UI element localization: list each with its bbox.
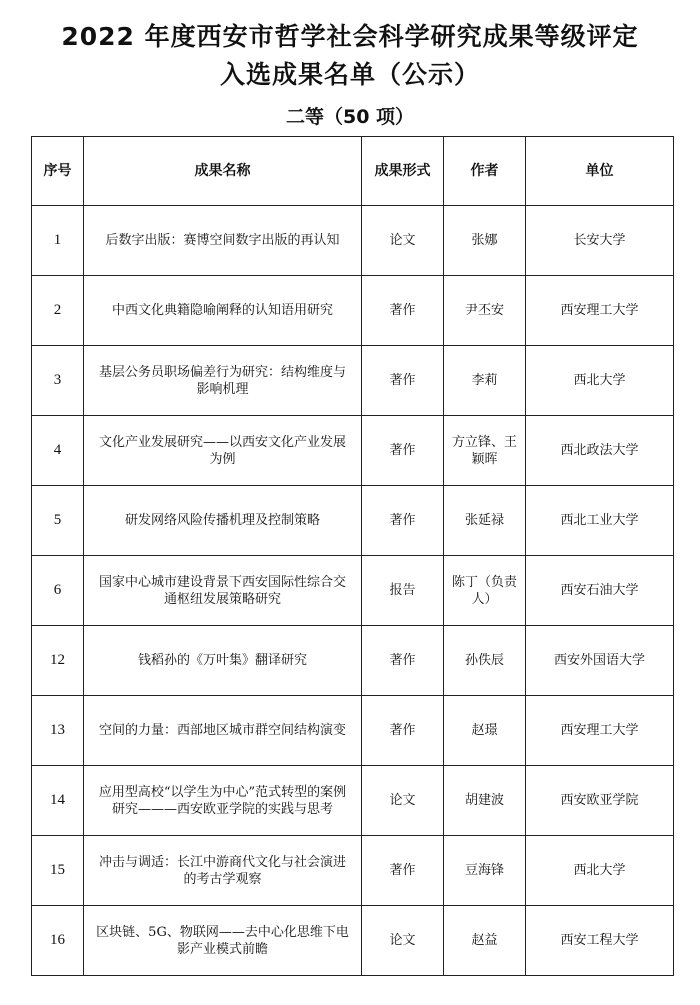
unit-cell: 西北大学 — [526, 836, 674, 906]
document-subtitle: 二等（50 项） — [285, 106, 415, 128]
serial-cell: 5 — [32, 486, 84, 556]
header-serial: 序号 — [32, 137, 84, 206]
form-cell: 著作 — [362, 276, 444, 346]
serial-cell: 6 — [32, 556, 84, 626]
author-cell: 李莉 — [444, 346, 526, 416]
unit-cell: 西安理工大学 — [526, 696, 674, 766]
author-cell: 方立锋、王颖晖 — [444, 416, 526, 486]
document-title-line1: 2022 年度西安市哲学社会科学研究成果等级评定 — [61, 22, 639, 51]
author-cell: 张延禄 — [444, 486, 526, 556]
title-cell: 空间的力量：西部地区城市群空间结构演变 — [84, 696, 362, 766]
title-cell: 应用型高校“以学生为中心”范式转型的案例研究———西安欧亚学院的实践与思考 — [84, 766, 362, 836]
unit-cell: 西安欧亚学院 — [526, 766, 674, 836]
unit-cell: 西安工程大学 — [526, 906, 674, 976]
title-cell: 国家中心城市建设背景下西安国际性综合交通枢纽发展策略研究 — [84, 556, 362, 626]
title-cell: 冲击与调适：长江中游商代文化与社会演进的考古学观察 — [84, 836, 362, 906]
author-cell: 豆海锋 — [444, 836, 526, 906]
unit-cell: 长安大学 — [526, 206, 674, 276]
table-row — [32, 276, 674, 346]
unit-cell: 西北大学 — [526, 346, 674, 416]
document-title-line2: 入选成果名单（公示） — [219, 60, 480, 89]
title-cell: 研发网络风险传播机理及控制策略 — [84, 486, 362, 556]
table-row — [32, 416, 674, 486]
table-row — [32, 346, 674, 416]
form-cell: 论文 — [362, 766, 444, 836]
title-cell: 区块链、5G、物联网——去中心化思维下电影产业模式前瞻 — [84, 906, 362, 976]
serial-cell: 14 — [32, 766, 84, 836]
form-cell: 著作 — [362, 836, 444, 906]
serial-cell: 12 — [32, 626, 84, 696]
table-row — [32, 556, 674, 626]
author-cell: 尹丕安 — [444, 276, 526, 346]
table-row — [32, 206, 674, 276]
title-cell: 基层公务员职场偏差行为研究：结构维度与影响机理 — [84, 346, 362, 416]
author-cell: 张娜 — [444, 206, 526, 276]
header-form: 成果形式 — [362, 137, 444, 206]
table-row — [32, 626, 674, 696]
serial-cell: 16 — [32, 906, 84, 976]
table-row — [32, 696, 674, 766]
title-cell: 中西文化典籍隐喻阐释的认知语用研究 — [84, 276, 362, 346]
header-author: 作者 — [444, 137, 526, 206]
serial-cell: 13 — [32, 696, 84, 766]
form-cell: 著作 — [362, 696, 444, 766]
serial-cell: 2 — [32, 276, 84, 346]
title-cell: 钱稻孙的《万叶集》翻译研究 — [84, 626, 362, 696]
unit-cell: 西安外国语大学 — [526, 626, 674, 696]
table-header-row — [32, 137, 674, 206]
serial-cell: 4 — [32, 416, 84, 486]
table-row — [32, 836, 674, 906]
unit-cell: 西北工业大学 — [526, 486, 674, 556]
unit-cell: 西北政法大学 — [526, 416, 674, 486]
author-cell: 胡建波 — [444, 766, 526, 836]
table-row — [32, 906, 674, 976]
header-title: 成果名称 — [84, 137, 362, 206]
serial-cell: 15 — [32, 836, 84, 906]
table-row — [32, 486, 674, 556]
author-cell: 孙佚辰 — [444, 626, 526, 696]
author-cell: 赵益 — [444, 906, 526, 976]
unit-cell: 西安理工大学 — [526, 276, 674, 346]
title-cell: 后数字出版：赛博空间数字出版的再认知 — [84, 206, 362, 276]
table-body — [32, 206, 674, 976]
form-cell: 著作 — [362, 346, 444, 416]
results-table — [31, 136, 674, 976]
form-cell: 报告 — [362, 556, 444, 626]
author-cell: 陈丁（负责人） — [444, 556, 526, 626]
form-cell: 论文 — [362, 906, 444, 976]
form-cell: 论文 — [362, 206, 444, 276]
form-cell: 著作 — [362, 626, 444, 696]
header-unit: 单位 — [526, 137, 674, 206]
author-cell: 赵璟 — [444, 696, 526, 766]
title-cell: 文化产业发展研究——以西安文化产业发展为例 — [84, 416, 362, 486]
form-cell: 著作 — [362, 486, 444, 556]
serial-cell: 3 — [32, 346, 84, 416]
unit-cell: 西安石油大学 — [526, 556, 674, 626]
serial-cell: 1 — [32, 206, 84, 276]
table-row — [32, 766, 674, 836]
form-cell: 著作 — [362, 416, 444, 486]
